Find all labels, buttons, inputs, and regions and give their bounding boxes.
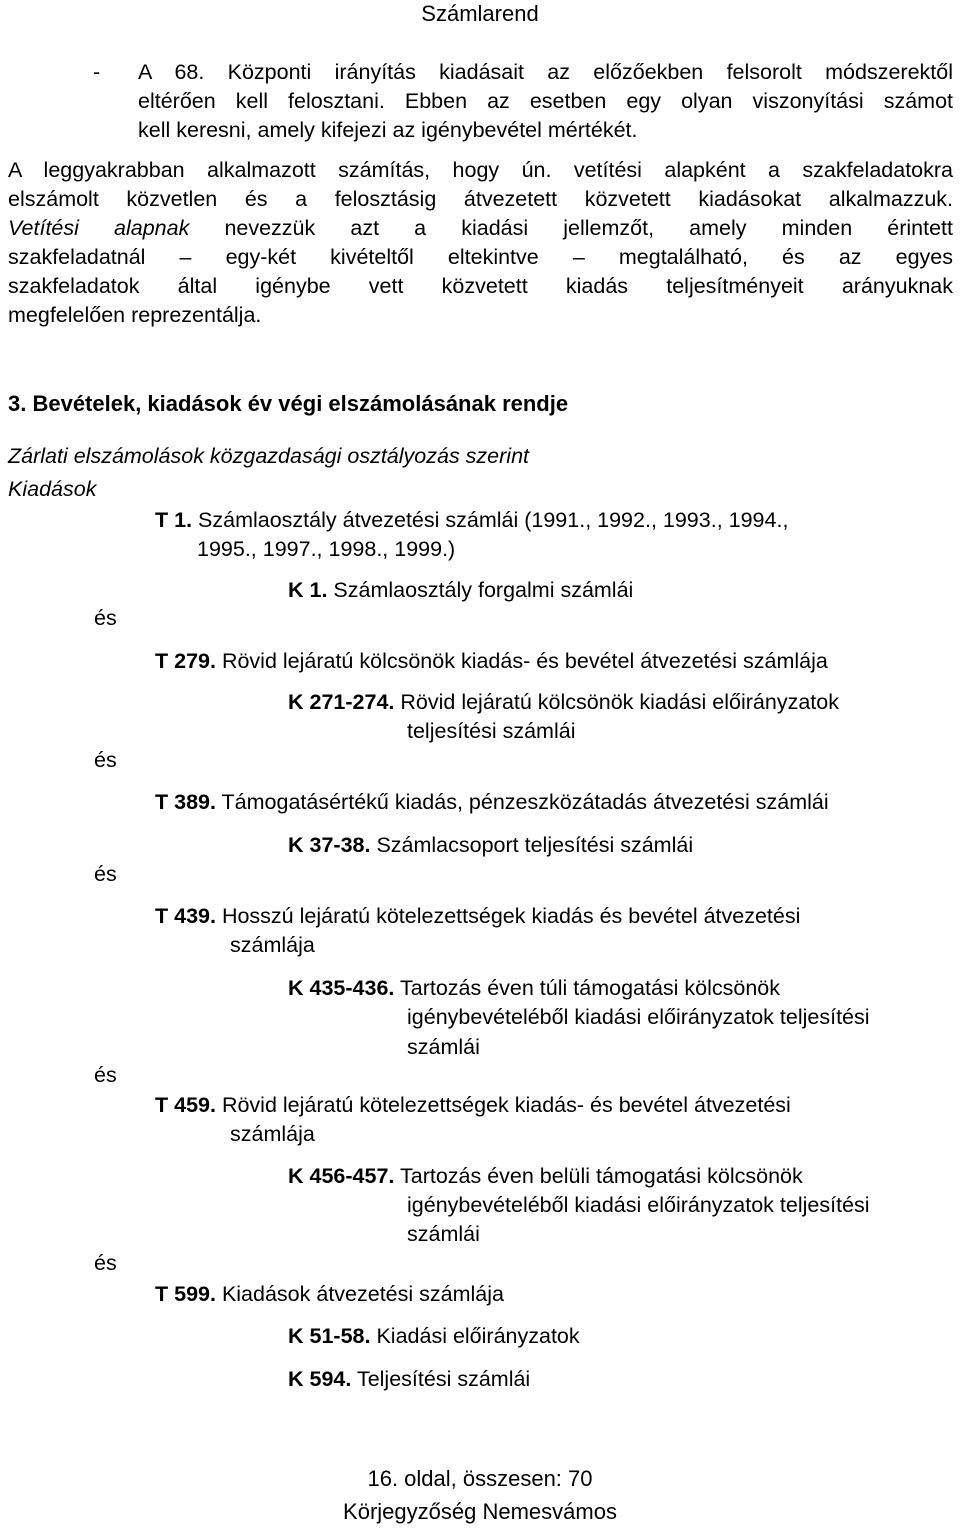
footer-page-number: 16. oldal, összesen: 70 (367, 1466, 593, 1491)
bullet-line: kell keresni, amely kifejezi az igénybevétel mértékét. (138, 118, 638, 142)
bullet-line: A 68. Központi irányítás kiadásait az előzőekben felsorolt módszerektől (138, 60, 953, 84)
paragraph-line-rest: nevezzük azt a kiadási jellemzőt, amely minden érintett (224, 216, 953, 240)
connector-es: és (94, 606, 117, 630)
entry-k37-38 (288, 831, 693, 860)
entry-k435-436-cont: igénybevételéből kiadási előirányzatok teljesítési (407, 1005, 870, 1029)
page-header-title: Számlarend (421, 1, 539, 26)
entry-t459 (155, 1091, 791, 1120)
connector-es: és (94, 862, 117, 886)
entry-t389 (155, 788, 829, 817)
account-text: Teljesítési számlái (356, 1367, 531, 1391)
account-code: T 279. (155, 649, 216, 673)
account-code: T 389. (155, 790, 216, 814)
entry-k594 (288, 1365, 530, 1394)
account-code: T 1. (155, 508, 193, 532)
paragraph-line: szakfeladatok által igénybe vett közvetett kiadás teljesítményeit arányuknak (8, 274, 953, 298)
account-code: K 51-58. (288, 1324, 371, 1348)
account-code: T 459. (155, 1093, 216, 1117)
entry-t459-cont: számlája (230, 1122, 315, 1146)
account-code: K 1. (288, 578, 328, 602)
entry-t279 (155, 647, 828, 676)
entry-k271-274 (288, 688, 839, 717)
bullet-line: eltérően kell felosztani. Ebben az esetben egy olyan viszonyítási számot (138, 89, 953, 113)
italic-term: Vetítési alapnak (8, 216, 190, 240)
account-code: T 599. (155, 1282, 216, 1306)
entry-k435-436 (288, 974, 780, 1003)
paragraph-line: megfelelően reprezentálja. (8, 303, 262, 327)
account-text: Rövid lejáratú kötelezettségek kiadás- és bevétel átvezetési (221, 1093, 791, 1117)
section-subheading: Zárlati elszámolások közgazdasági osztályozás szerint (8, 444, 530, 468)
kiadasok-label: Kiadások (8, 477, 97, 501)
footer-organization: Körjegyzőség Nemesvámos (343, 1499, 617, 1524)
entry-t1-cont: 1995., 1997., 1998., 1999.) (197, 537, 456, 561)
paragraph-line: szakfeladatnál – egy-két kivételtől eltekintve – megtalálható, és az egyes (8, 245, 953, 269)
account-code: K 271-274. (288, 690, 395, 714)
account-text: Támogatásértékű kiadás, pénzeszközátadás átvezetési számlái (221, 790, 829, 814)
account-text: Hosszú lejáratú kötelezettségek kiadás és bevétel átvezetési (221, 904, 801, 928)
paragraph-vetitesi-alap (8, 156, 953, 330)
entry-k51-58 (288, 1322, 580, 1351)
account-text: Kiadási előirányzatok (376, 1324, 580, 1348)
account-text: Kiadások átvezetési számlája (221, 1282, 504, 1306)
connector-es: és (94, 1251, 117, 1275)
section-heading: 3. Bevételek, kiadások év végi elszámolásának rendje (8, 391, 569, 416)
account-text: Rövid lejáratú kölcsönök kiadás- és bevétel átvezetési számlája (221, 649, 828, 673)
paragraph-line: elszámolt közvetlen és a felosztásig átvezetett közvetett kiadásokat alkalmazzuk. (8, 187, 953, 211)
paragraph-line: A leggyakrabban alkalmazott számítás, hogy ún. vetítési alapként a szakfeladatokra (8, 158, 953, 182)
bullet-text (138, 58, 953, 145)
account-text: Számlaosztály átvezetési számlái (1991., 1992., 1993., 1994., (198, 508, 789, 532)
account-text: Rövid lejáratú kölcsönök kiadási előirányzatok (400, 690, 839, 714)
entry-k271-274-cont: teljesítési számlái (407, 719, 576, 743)
entry-k456-457 (288, 1162, 803, 1191)
account-text: Tartozás éven túli támogatási kölcsönök (399, 976, 781, 1000)
account-code: K 594. (288, 1367, 352, 1391)
account-text: Számlaosztály forgalmi számlái (333, 578, 634, 602)
entry-t439-cont: számlája (230, 933, 315, 957)
entry-k456-457-cont: igénybevételéből kiadási előirányzatok teljesítési (407, 1193, 870, 1217)
account-text: Számlacsoport teljesítési számlái (376, 833, 694, 857)
entry-k456-457-cont2: számlái (407, 1222, 480, 1246)
paragraph-line (8, 214, 953, 243)
account-code: K 435-436. (288, 976, 395, 1000)
connector-es: és (94, 1063, 117, 1087)
entry-t599 (155, 1280, 504, 1309)
account-code: T 439. (155, 904, 216, 928)
account-text: Tartozás éven belüli támogatási kölcsönök (399, 1164, 803, 1188)
entry-k1 (288, 576, 633, 605)
entry-t1 (155, 506, 788, 535)
bullet-marker: - (93, 60, 101, 84)
account-code: K 37-38. (288, 833, 371, 857)
entry-t439 (155, 902, 800, 931)
entry-k435-436-cont2: számlái (407, 1035, 480, 1059)
connector-es: és (94, 748, 117, 772)
account-code: K 456-457. (288, 1164, 395, 1188)
